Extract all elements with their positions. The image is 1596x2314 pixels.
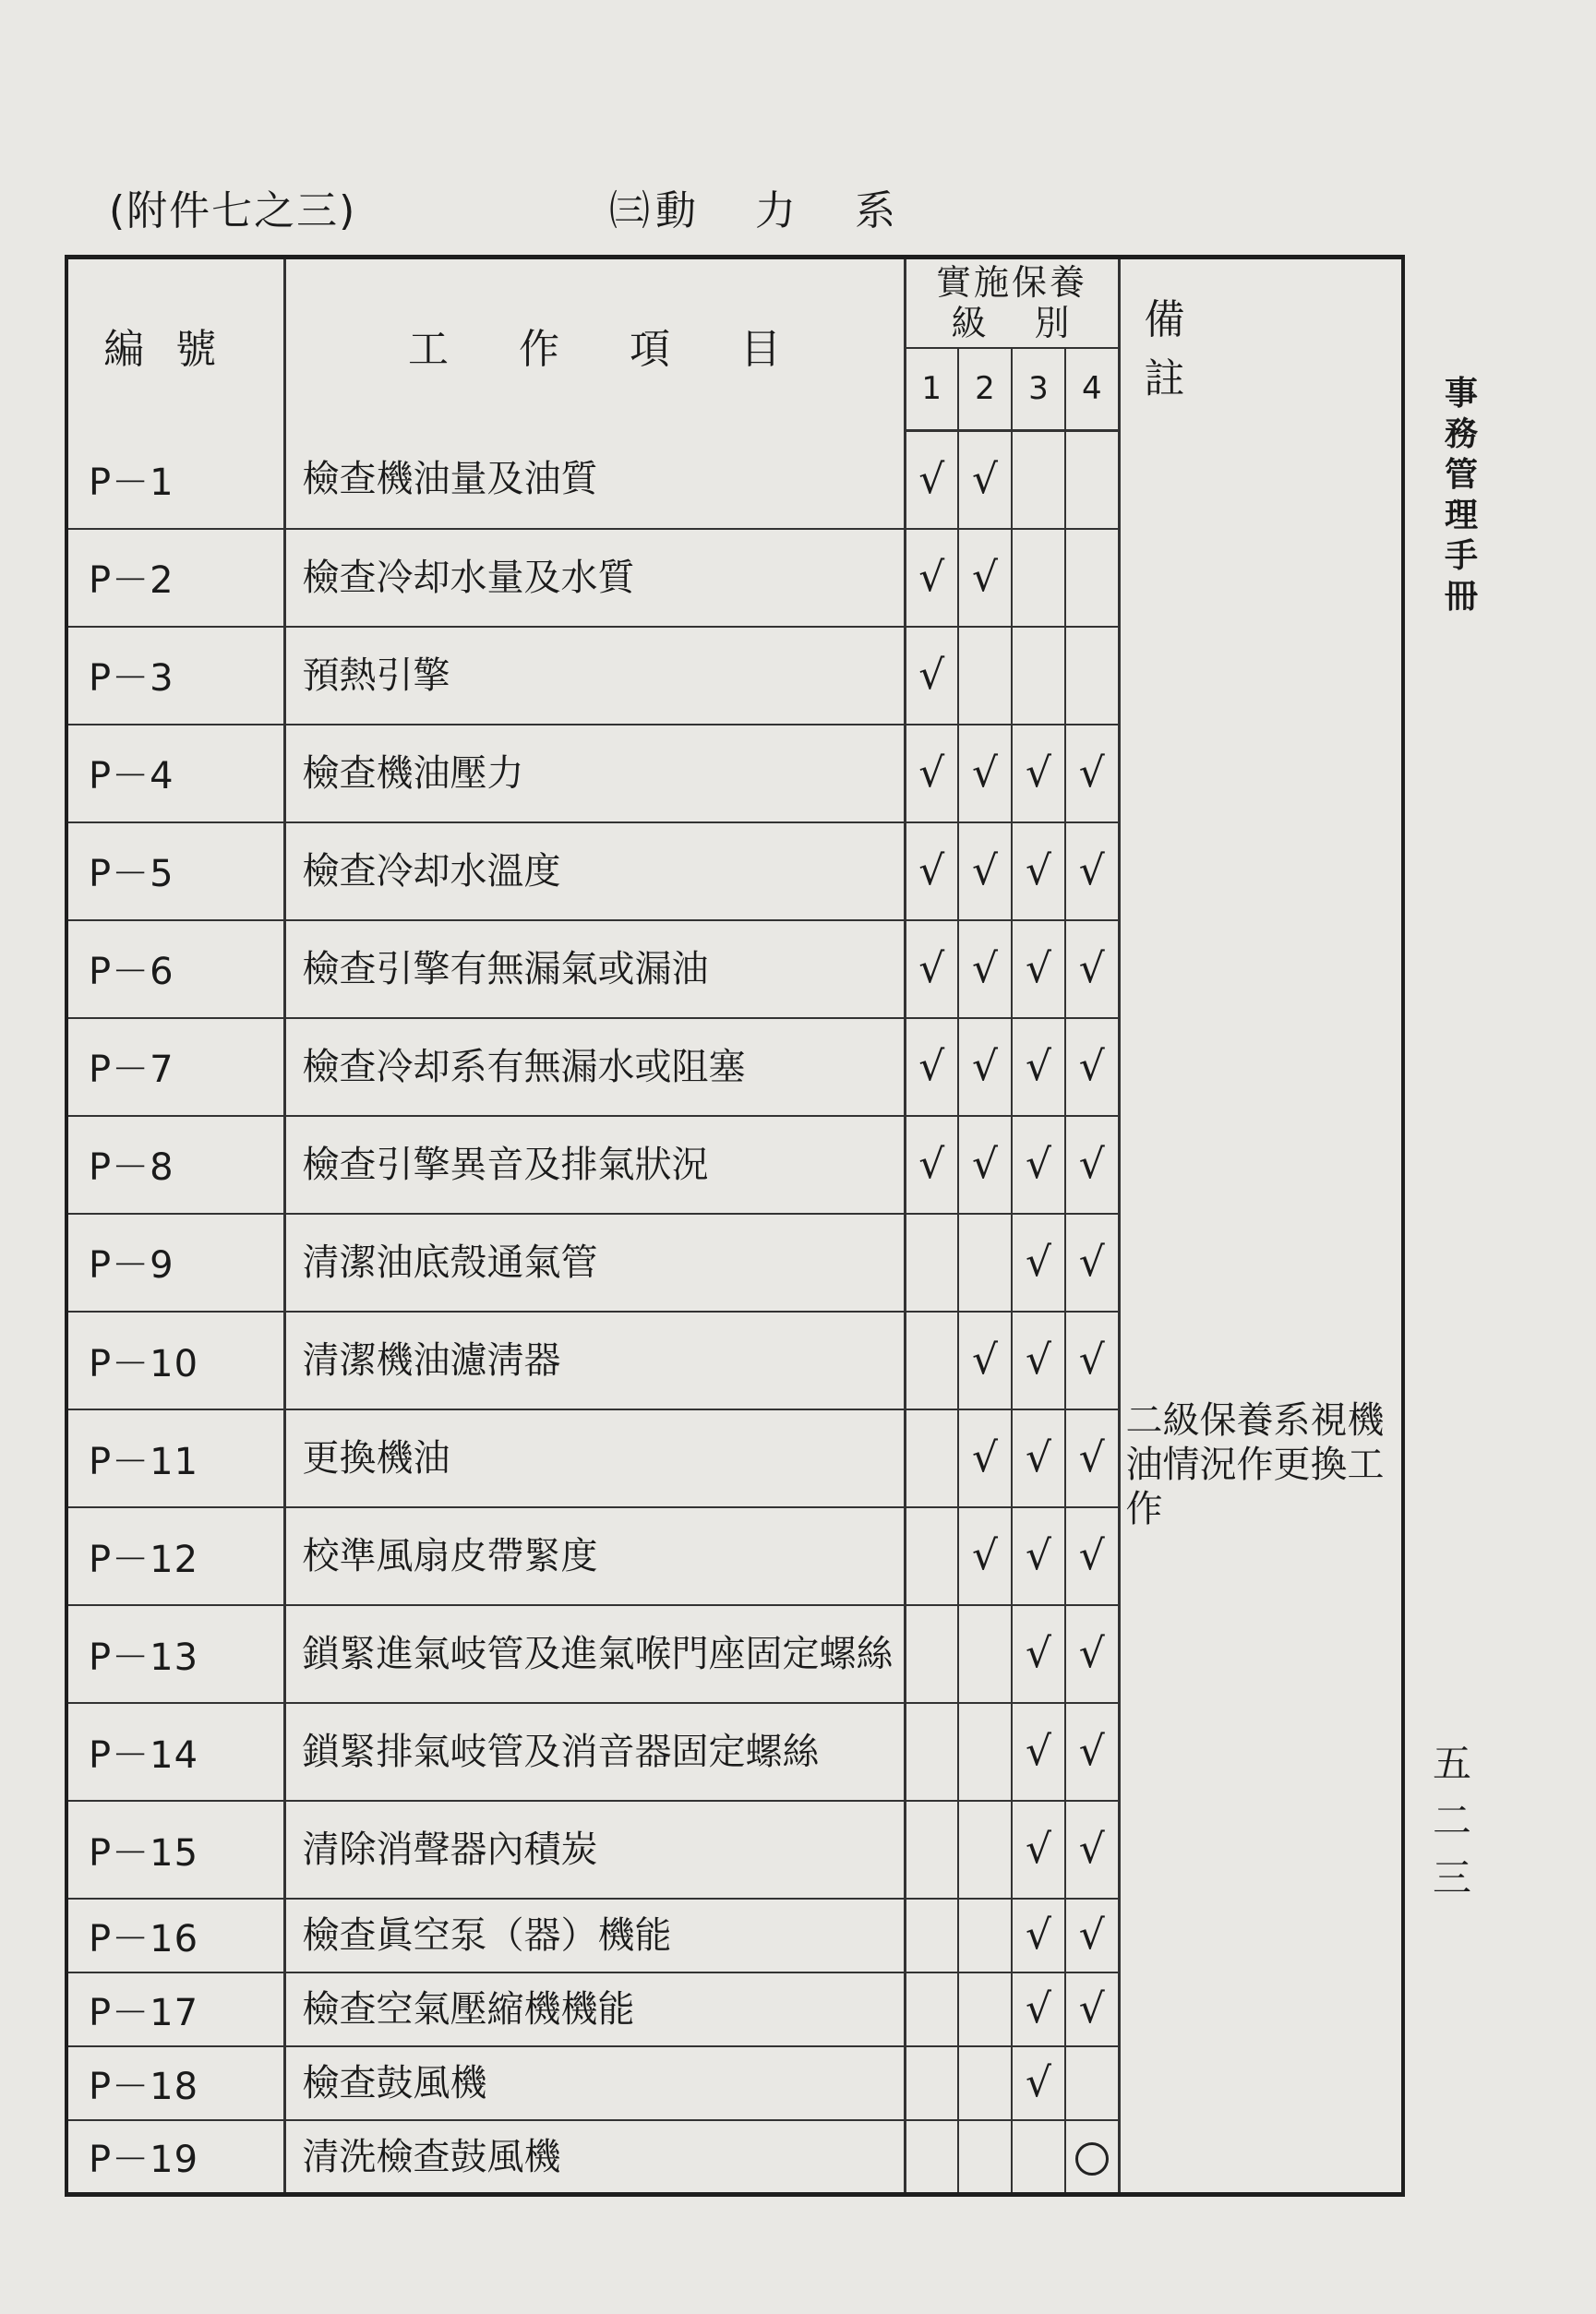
row-item: 預熱引擎 xyxy=(284,627,905,725)
level-1-check xyxy=(905,1214,958,1312)
side-title: 事務管理手冊 xyxy=(1444,375,1478,616)
level-1-check xyxy=(905,1801,958,1899)
row-code: P－1 xyxy=(66,431,284,529)
row-item: 檢查眞空泵（器）機能 xyxy=(284,1899,905,1972)
row-item: 清潔油底殼通氣管 xyxy=(284,1214,905,1312)
level-4-check: √ xyxy=(1065,1801,1119,1899)
row-item: 檢查冷却水溫度 xyxy=(284,822,905,920)
remark-text: 二級保養系視機油情況作更換工作 xyxy=(1125,1398,1385,1530)
level-3-check: √ xyxy=(1012,725,1065,822)
level-3-check: √ xyxy=(1012,1972,1065,2046)
header-remark-char: 註 xyxy=(1144,354,1185,402)
row-code: P－10 xyxy=(66,1312,284,1409)
header-level xyxy=(905,258,1119,348)
header-level-number: 3 xyxy=(1012,348,1065,431)
header-remark-char: 備 xyxy=(1144,295,1185,343)
level-1-check: √ xyxy=(905,920,958,1018)
level-4-check xyxy=(1065,529,1119,627)
level-1-check: √ xyxy=(905,1116,958,1214)
level-4-check xyxy=(1065,2046,1119,2120)
attachment-label: (附件七之三) xyxy=(109,187,357,234)
level-2-check xyxy=(958,1899,1012,1972)
level-4-check xyxy=(1065,431,1119,529)
row-code: P－2 xyxy=(66,529,284,627)
header-level-number: 2 xyxy=(958,348,1012,431)
row-item: 鎖緊進氣岐管及進氣喉門座固定螺絲 xyxy=(284,1605,905,1703)
level-1-check: √ xyxy=(905,822,958,920)
row-code: P－9 xyxy=(66,1214,284,1312)
level-1-check xyxy=(905,2120,958,2194)
row-code: P－7 xyxy=(66,1018,284,1116)
row-item: 檢查空氣壓縮機機能 xyxy=(284,1972,905,2046)
level-1-check: √ xyxy=(905,529,958,627)
level-2-check xyxy=(958,1605,1012,1703)
row-item: 檢查機油量及油質 xyxy=(284,431,905,529)
row-code: P－3 xyxy=(66,627,284,725)
row-code: P－15 xyxy=(66,1801,284,1899)
row-item: 清潔機油濾淸器 xyxy=(284,1312,905,1409)
level-4-check: √ xyxy=(1065,920,1119,1018)
header-item xyxy=(284,258,905,431)
row-item: 檢查鼓風機 xyxy=(284,2046,905,2120)
level-3-check: √ xyxy=(1012,1018,1065,1116)
level-3-check: √ xyxy=(1012,822,1065,920)
level-1-check xyxy=(905,1605,958,1703)
level-4-check: √ xyxy=(1065,1018,1119,1116)
level-1-check xyxy=(905,1899,958,1972)
level-4-check xyxy=(1065,627,1119,725)
level-3-check: √ xyxy=(1012,1312,1065,1409)
level-2-check xyxy=(958,1214,1012,1312)
level-2-check: √ xyxy=(958,920,1012,1018)
level-1-check xyxy=(905,1409,958,1507)
level-3-check: √ xyxy=(1012,1605,1065,1703)
level-3-check xyxy=(1012,431,1065,529)
table-row xyxy=(66,431,1403,529)
level-4-check: √ xyxy=(1065,1507,1119,1605)
level-1-check: √ xyxy=(905,431,958,529)
level-3-check: √ xyxy=(1012,2046,1065,2120)
level-2-check: √ xyxy=(958,1116,1012,1214)
level-1-check xyxy=(905,1703,958,1801)
row-code: P－18 xyxy=(66,2046,284,2120)
level-4-check: √ xyxy=(1065,1409,1119,1507)
level-1-check: √ xyxy=(905,725,958,822)
header-item-char: 作 xyxy=(519,325,559,373)
level-4-check: √ xyxy=(1065,1214,1119,1312)
level-3-check: √ xyxy=(1012,1801,1065,1899)
level-2-check xyxy=(958,1972,1012,2046)
level-1-check xyxy=(905,1972,958,2046)
row-code: P－4 xyxy=(66,725,284,822)
table-body xyxy=(66,431,1403,2195)
level-3-check: √ xyxy=(1012,1507,1065,1605)
level-2-check: √ xyxy=(958,431,1012,529)
row-item: 檢查引擎有無漏氣或漏油 xyxy=(284,920,905,1018)
row-item: 檢查引擎異音及排氣狀況 xyxy=(284,1116,905,1214)
circle-mark xyxy=(1075,2142,1109,2176)
row-item: 檢查冷却水量及水質 xyxy=(284,529,905,627)
level-2-check xyxy=(958,627,1012,725)
level-2-check xyxy=(958,1703,1012,1801)
level-3-check xyxy=(1012,529,1065,627)
row-item: 清除消聲器內積炭 xyxy=(284,1801,905,1899)
header-level-line1: 實施保養 xyxy=(936,262,1088,304)
row-item: 檢查冷却系有無漏水或阻塞 xyxy=(284,1018,905,1116)
row-code: P－19 xyxy=(66,2120,284,2194)
row-code: P－12 xyxy=(66,1507,284,1605)
level-2-check: √ xyxy=(958,1507,1012,1605)
level-2-check: √ xyxy=(958,529,1012,627)
header-level-number: 1 xyxy=(905,348,958,431)
header-item-char: 工 xyxy=(408,325,449,373)
level-4-check: √ xyxy=(1065,1703,1119,1801)
section-title-part: ㈢動 xyxy=(609,187,702,234)
header-level-line2: 級別 xyxy=(951,303,1118,344)
level-2-check: √ xyxy=(958,725,1012,822)
level-4-check: √ xyxy=(1065,725,1119,822)
level-1-check xyxy=(905,1312,958,1409)
level-3-check xyxy=(1012,2120,1065,2194)
level-2-check xyxy=(958,2046,1012,2120)
level-3-check: √ xyxy=(1012,1899,1065,1972)
level-4-check: √ xyxy=(1065,822,1119,920)
level-1-check: √ xyxy=(905,1018,958,1116)
row-item: 鎖緊排氣岐管及消音器固定螺絲 xyxy=(284,1703,905,1801)
level-3-check: √ xyxy=(1012,1409,1065,1507)
level-2-check xyxy=(958,2120,1012,2194)
level-3-check: √ xyxy=(1012,1116,1065,1214)
row-code: P－8 xyxy=(66,1116,284,1214)
level-4-check: √ xyxy=(1065,1116,1119,1214)
level-2-check: √ xyxy=(958,822,1012,920)
level-1-check xyxy=(905,2046,958,2120)
row-code: P－5 xyxy=(66,822,284,920)
row-code: P－14 xyxy=(66,1703,284,1801)
section-title xyxy=(609,177,954,236)
level-4-check: √ xyxy=(1065,1312,1119,1409)
row-code: P－6 xyxy=(66,920,284,1018)
maintenance-table xyxy=(65,255,1405,2197)
level-3-check xyxy=(1012,627,1065,725)
level-3-check: √ xyxy=(1012,1703,1065,1801)
row-code: P－17 xyxy=(66,1972,284,2046)
level-3-check: √ xyxy=(1012,1214,1065,1312)
level-1-check xyxy=(905,1507,958,1605)
header-remark xyxy=(1119,258,1403,431)
level-4-check: √ xyxy=(1065,1605,1119,1703)
level-2-check xyxy=(958,1801,1012,1899)
level-3-check: √ xyxy=(1012,920,1065,1018)
row-item: 清洗檢查鼓風機 xyxy=(284,2120,905,2194)
level-4-check: √ xyxy=(1065,1899,1119,1972)
section-title-part: 系 xyxy=(855,187,901,234)
level-1-check: √ xyxy=(905,627,958,725)
page-number: 五二三 xyxy=(1432,1741,1471,1900)
header-level-number: 4 xyxy=(1065,348,1119,431)
section-title-part: 力 xyxy=(755,187,801,234)
row-item: 校準風扇皮帶緊度 xyxy=(284,1507,905,1605)
row-code: P－11 xyxy=(66,1409,284,1507)
level-2-check: √ xyxy=(958,1409,1012,1507)
row-code: P－13 xyxy=(66,1605,284,1703)
level-2-check: √ xyxy=(958,1018,1012,1116)
row-item: 更換機油 xyxy=(284,1409,905,1507)
level-4-check: √ xyxy=(1065,1972,1119,2046)
level-4-check xyxy=(1065,2120,1119,2194)
row-item: 檢查機油壓力 xyxy=(284,725,905,822)
header-item-char: 項 xyxy=(630,325,670,373)
row-code: P－16 xyxy=(66,1899,284,1972)
remark-cell xyxy=(1119,431,1403,2195)
header-item-char: 目 xyxy=(740,325,781,373)
header-code: 編號 xyxy=(66,258,284,431)
level-2-check: √ xyxy=(958,1312,1012,1409)
